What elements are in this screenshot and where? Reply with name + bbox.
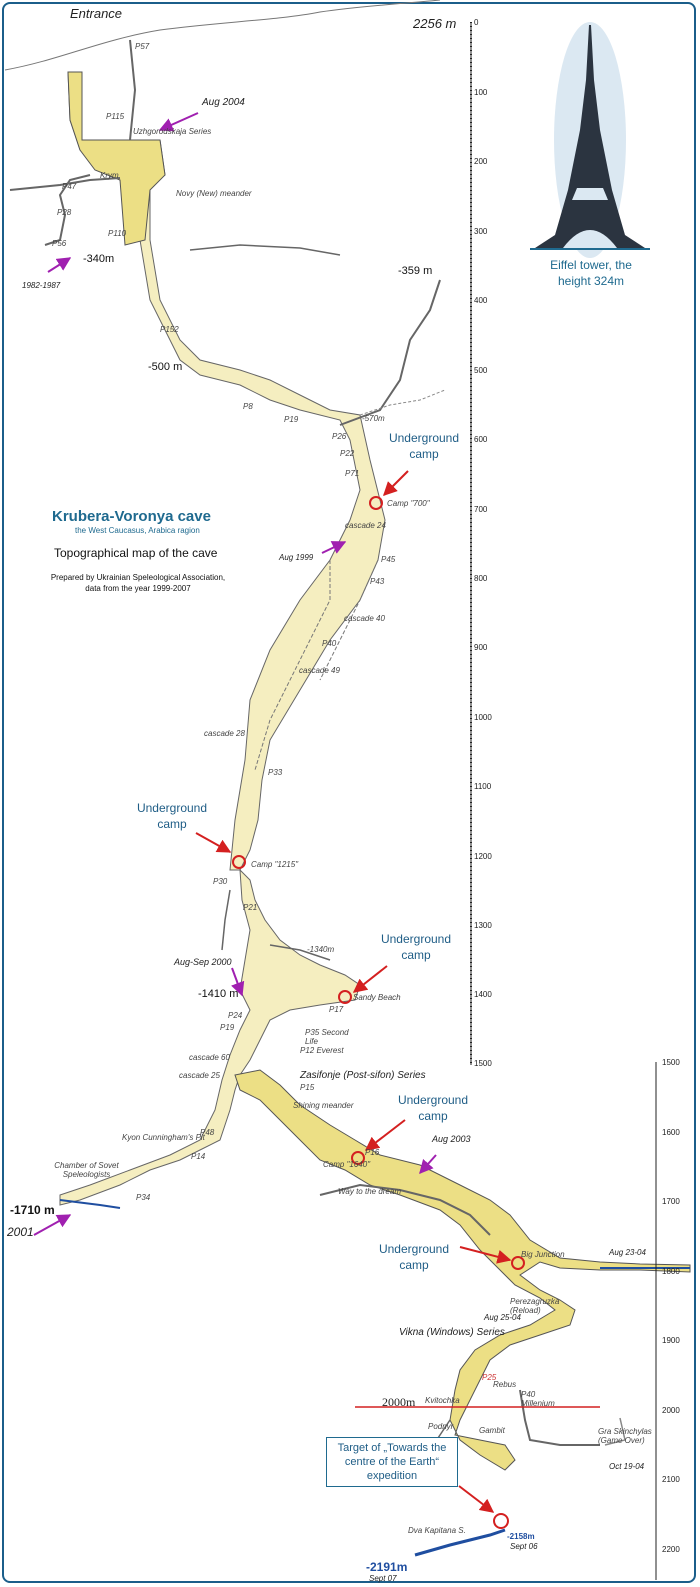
place-label: cascade 24 <box>345 521 386 530</box>
map-title: Topographical map of the cave <box>54 546 218 560</box>
scale-tick: 400 <box>474 296 488 305</box>
depth-label: -359 m <box>398 265 433 277</box>
credits: Prepared by Ukrainian Speleological Association, data from the year 1999-2007 <box>50 573 226 593</box>
date-label: Aug 23-04 <box>609 1248 646 1257</box>
place-label: P24 <box>228 1011 243 1020</box>
depth-label: -2191m <box>366 1560 408 1574</box>
place-label: P71 <box>345 469 360 478</box>
date-label: Sept 06 <box>510 1542 538 1551</box>
place-label: Perezagruzka (Reload) <box>510 1297 560 1315</box>
entrance-label: Entrance <box>70 6 123 21</box>
depth-label: -570m <box>362 414 385 423</box>
camp-label-1215: Underground camp <box>136 801 208 831</box>
place-label: P30 <box>213 877 228 886</box>
place-label: Gra Skinchylas (Game Over) <box>598 1427 652 1445</box>
scale-tick: 1600 <box>662 1128 680 1137</box>
depth-label: -500 m <box>148 361 183 373</box>
scale-tick: 1200 <box>474 852 492 861</box>
place-label: P14 <box>191 1152 206 1161</box>
place-label: Gambit <box>479 1426 505 1435</box>
place-label: P115 <box>106 112 125 121</box>
camp-label-bigjunction: Underground camp <box>378 1242 450 1272</box>
place-label: P35 Second Life <box>305 1028 349 1046</box>
place-label: P25 <box>482 1373 497 1382</box>
camp-label-1640: Underground camp <box>397 1093 469 1123</box>
place-label: P45 <box>381 555 396 564</box>
place-label: P47 <box>62 182 77 191</box>
place-label: P33 <box>268 768 283 777</box>
place-label: P43 <box>370 577 385 586</box>
target-marker <box>494 1514 508 1528</box>
depth-2000-label: 2000m <box>382 1395 416 1409</box>
depth-label: -2158m <box>507 1532 535 1541</box>
date-label: Oct 19-04 <box>609 1462 645 1471</box>
scale-tick: 100 <box>474 88 488 97</box>
place-label: Rebus <box>493 1380 517 1389</box>
date-label: Aug 2003 <box>432 1134 471 1144</box>
place-label: Way to the dream <box>338 1187 401 1196</box>
place-label: Sandy Beach <box>353 993 401 1002</box>
scale-tick: 1800 <box>662 1267 680 1276</box>
scale-tick: 1500 <box>662 1058 680 1067</box>
place-label: cascade 49 <box>299 666 340 675</box>
scale-tick: 1900 <box>662 1336 680 1345</box>
series-label: Uzhgorodskaja Series <box>133 127 212 136</box>
place-label: P16 <box>365 1148 380 1157</box>
place-label: cascade 40 <box>344 614 385 623</box>
scale-tick: 1100 <box>474 782 492 791</box>
place-label: P19 <box>284 415 299 424</box>
scale-tick: 800 <box>474 574 488 583</box>
place-label: P21 <box>243 903 258 912</box>
depth-label: -1410 m <box>198 988 239 1000</box>
eiffel-tower-illustration <box>530 22 650 258</box>
scale-tick: 2200 <box>662 1545 680 1554</box>
scale-tick: 2000 <box>662 1406 680 1415</box>
scale-tick: 1500 <box>474 1059 492 1068</box>
depth-label: -1710 m <box>10 1203 55 1217</box>
scale-tick: 2100 <box>662 1475 680 1484</box>
place-label: Shining meander <box>293 1101 354 1110</box>
place-label: P17 <box>329 1005 344 1014</box>
place-label: cascade 60 <box>189 1053 230 1062</box>
series-label: Zasifonje (Post-sifon) Series <box>300 1070 426 1081</box>
place-label: Camp "1640" <box>323 1160 371 1169</box>
place-label: Camp "700" <box>387 499 430 508</box>
place-label: P15 <box>300 1083 315 1092</box>
date-label: Sept 07 <box>369 1574 397 1583</box>
place-label: P110 <box>108 229 127 238</box>
place-label: cascade 28 <box>204 729 245 738</box>
scale-tick: 1000 <box>474 713 492 722</box>
date-label: 1982-1987 <box>22 281 61 290</box>
scale-tick: 0 <box>474 18 479 27</box>
place-label: P12 Everest <box>300 1046 344 1055</box>
place-label: Chamber of Sovet Speleologists <box>54 1161 119 1179</box>
place-label: P152 <box>160 325 179 334</box>
place-label: Kvitochka <box>425 1396 460 1405</box>
scale-tick: 1700 <box>662 1197 680 1206</box>
cave-title: Krubera-Voronya cave <box>52 508 211 525</box>
place-label: Krym <box>100 171 119 180</box>
place-label: cascade 25 <box>179 1071 220 1080</box>
place-label: Podnyr <box>428 1422 454 1431</box>
place-label: P8 <box>243 402 253 411</box>
date-label: Aug 1999 <box>279 553 314 562</box>
zasifonje-series <box>235 1070 690 1470</box>
scale-tick: 600 <box>474 435 488 444</box>
scale-tick: 300 <box>474 227 488 236</box>
date-label: Aug 25-04 <box>484 1313 521 1322</box>
place-label: P34 <box>136 1193 151 1202</box>
scale-tick: 1300 <box>474 921 492 930</box>
place-label: Big Junction <box>521 1250 565 1259</box>
scale-tick: 900 <box>474 643 488 652</box>
scale-tick: 700 <box>474 505 488 514</box>
series-label: Vikna (Windows) Series <box>399 1327 505 1338</box>
expedition-target-box: Target of „Towards the centre of the Earth“ expedition <box>326 1437 458 1487</box>
scale-tick: 200 <box>474 157 488 166</box>
camp-label-sandy: Underground camp <box>380 932 452 962</box>
place-label: P56 <box>52 239 67 248</box>
place-label: P57 <box>135 42 150 51</box>
eiffel-caption: Eiffel tower, the height 324m <box>550 258 632 288</box>
cave-subtitle: the West Caucasus, Arabica ragion <box>75 526 200 535</box>
depth-label: -340m <box>83 253 115 265</box>
scale-tick: 1400 <box>474 990 492 999</box>
place-label: Camp "1215" <box>251 860 299 869</box>
date-label: Aug-Sep 2000 <box>174 957 232 967</box>
place-label: P22 <box>340 449 355 458</box>
place-label: P48 <box>200 1128 215 1137</box>
camp-label-700: Underground camp <box>388 431 460 461</box>
scale-tick: 500 <box>474 366 488 375</box>
place-label: P28 <box>57 208 72 217</box>
place-label: P19 <box>220 1023 235 1032</box>
place-label: P40 <box>322 639 337 648</box>
place-label: P40 Millenium <box>521 1390 555 1408</box>
place-label: Kyon Cunningham's Pit <box>122 1133 205 1142</box>
place-label: P26 <box>332 432 347 441</box>
depth-label: -1340m <box>307 945 335 954</box>
date-label: 2001 <box>7 1225 34 1239</box>
place-label: Novy (New) meander <box>176 189 252 198</box>
place-label: Dva Kapitana S. <box>408 1526 466 1535</box>
date-label: Aug 2004 <box>202 97 245 108</box>
top-altitude-label: 2256 m <box>413 16 457 31</box>
